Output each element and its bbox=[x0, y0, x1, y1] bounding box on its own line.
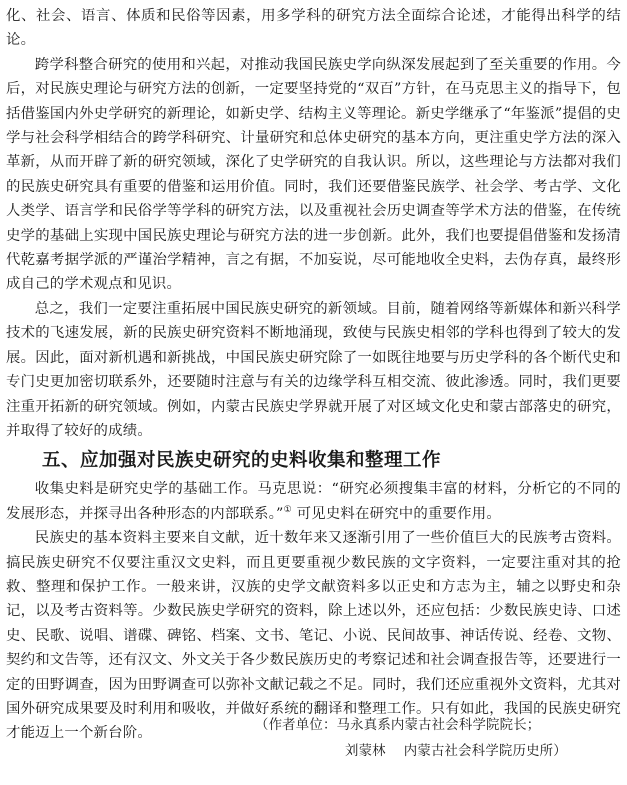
paragraph-marx-quote bbox=[6, 477, 621, 526]
author-organization: 内蒙古社会科学院历史所） bbox=[403, 744, 567, 759]
author-affiliation bbox=[0, 713, 627, 765]
paragraph-text: 总之，我们一定要注重拓展中国民族史研究的新领域。目前，随着网络等新媒体和新兴科学技术的飞速发展，新的民族史研究资料不断地涌现，致使与民族史相邻的学科也得到了较大的发展。因此，面对新机遇和新挑战，中国民族史研究除了一如既往地要与历史学科的各个断代史和专门史更加密切联系外，还要随时注意与有关的边缘学科互相交流、彼此渗透。同时，我们更要注重开拓新的研究领域。例如，内蒙古民族史学界就开展了对区域文化史和蒙古部落史的研究，并取得了较好的成绩。 bbox=[6, 300, 621, 439]
paragraph-text: 民族史的基本资料主要来自文献，近十数年来又逐渐引用了一些价值巨大的民族考古资料。搞民族史研究不仅要注重汉文史料，而且更要重视少数民族的文字资料，一定要注重对其的抢救、整理和保护工作。一般来讲，汉族的史学文献资料多以正史和方志为主，辅之以野史和杂记，以及考古资料等。少数民族史学研究的资料，除上述以外，还应包括：少数民族史诗、口述史、民歌、说唱、谱碟、碑铭、档案、文书、笔记、小说、民间故事、神话传说、经卷、文物、契约和文告等，还有汉文、外文关于各少数民族历史的考察记述和社会调查报告等，还要进行一定的田野调查，因为田野调查可以弥补文献记载之不足。同时，我们还应重视外文资料，尤其对国外研究成果要及时利用和吸收，并做好系统的翻译和整理工作。只有如此，我国的民族史研究才能迈上一个新台阶。 bbox=[6, 530, 621, 742]
paragraph-text: 化、社会、语言、体质和民俗等因素，用多学科的研究方法全面综合论述，才能得出科学的结论。 bbox=[6, 8, 621, 49]
footnote-marker: ① bbox=[283, 504, 292, 515]
section-heading: 五、应加强对民族史研究的史料收集和整理工作 bbox=[42, 450, 442, 472]
paragraph-text: 跨学科整合研究的使用和兴起，对推动我国民族史学向纵深发展起到了至关重要的作用。今后，对民族史理论与研究方法的创新，一定要坚持党的“双百”方针，在马克思主义的指导下，包括借鉴国内外史学研究的新理论，如新史学、结构主义等理论。新史学继承了“年鉴派”提倡的史学与社会科学相结合的跨学科研究、计量研究和总体史研究的基本方向，更注重史学方法的深入革新，从而开辟了新的研究领域，深化了史学研究的自我认识。所以，这些理论与方法都对我们的民族史研究具有重要的借鉴和运用价值。同时，我们还要借鉴民族学、社会学、考古学、文化人类学、语言学和民俗学等学科的研究方法，以及重视社会历史调查等学术方法的借鉴，在传统史学的基础上实现中国民族史理论与研究方法的进一步创新。此外，我们也要提倡借鉴和发扬清代乾嘉考据学派的严谨治学精神，言之有据，不加妄说，尽可能地收全史料，去伪存真，最终形成自己的学术观点和见识。 bbox=[6, 56, 621, 293]
affiliation-line-1: （作者单位：马永真系内蒙古社会科学院院长； bbox=[255, 718, 541, 733]
paragraph-text-tail: 可见史料在研究中的重要作用。 bbox=[291, 505, 501, 522]
author-name: 刘蒙林 bbox=[345, 744, 386, 759]
paragraph-continued bbox=[6, 4, 621, 53]
affiliation-line-2 bbox=[0, 739, 627, 765]
paragraph-text: 收集史料是研究史学的基础工作。马克思说：“研究必须搜集丰富的材料，分析它的不同的发展形态，并探寻出各种形态的内部联系。” bbox=[6, 481, 621, 522]
paragraph-interdisciplinary bbox=[6, 53, 621, 297]
paragraph-new-fields bbox=[6, 297, 621, 443]
